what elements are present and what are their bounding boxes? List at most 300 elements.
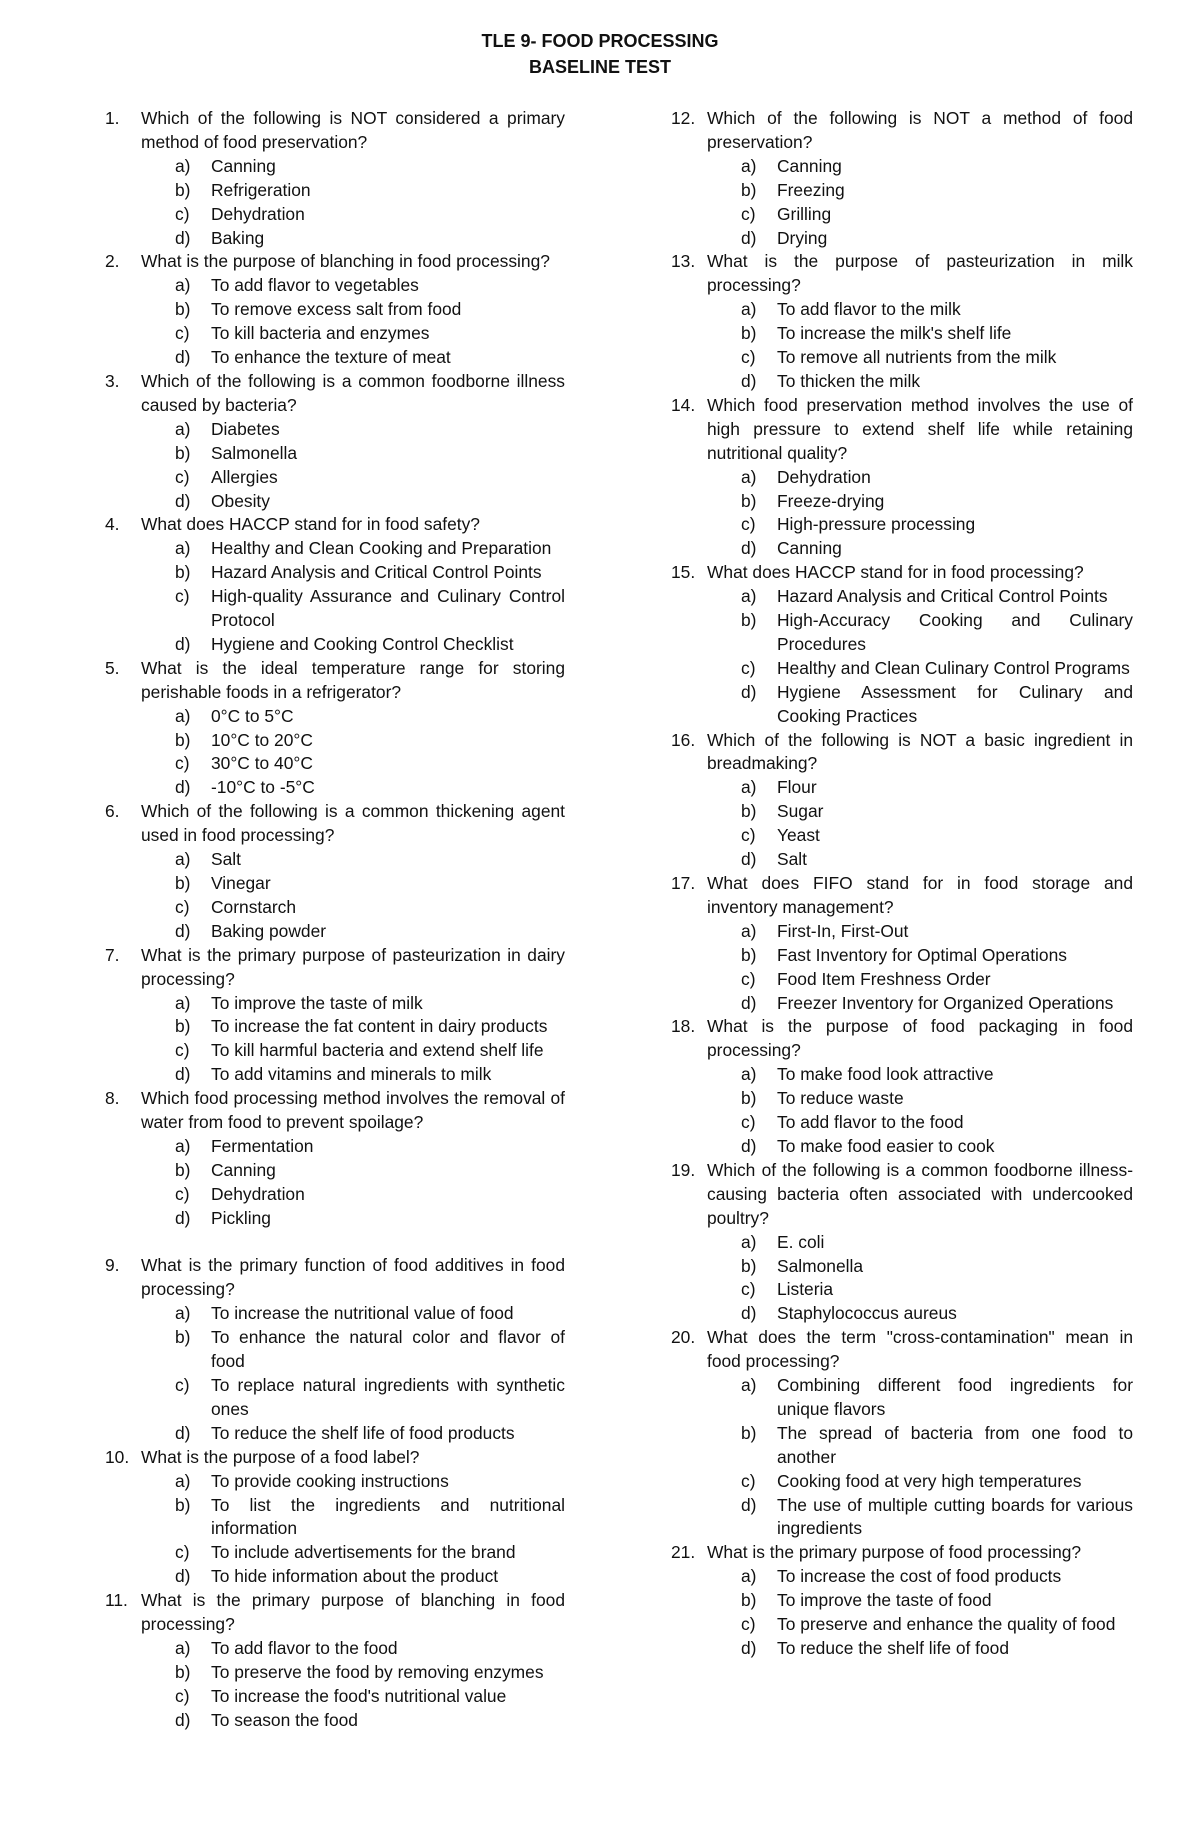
question-text: What does the term "cross-contamination" mean in food processing? (707, 1327, 1133, 1372)
option-list (671, 466, 1133, 562)
question-item (671, 729, 1133, 872)
answer-option (105, 872, 565, 896)
question-stem (671, 107, 1133, 155)
option-text: To replace natural ingredients with synthetic ones (211, 1375, 565, 1419)
answer-option (105, 1302, 565, 1326)
answer-option (105, 1063, 565, 1087)
option-letter: c) (175, 753, 190, 774)
question-text: What is the ideal temperature range for storing perishable foods in a refrigerator? (141, 657, 565, 702)
answer-option (105, 896, 565, 920)
option-letter: a) (741, 920, 757, 941)
question-item (671, 394, 1133, 561)
question-text: Which of the following is NOT a basic ingredient in breadmaking? (707, 729, 1133, 774)
option-text: Vinegar (211, 873, 271, 893)
option-letter: d) (175, 490, 191, 511)
question-stem (105, 250, 565, 274)
option-text: Dehydration (777, 466, 871, 487)
answer-option (105, 1637, 565, 1661)
option-text: To add flavor to the food (211, 1637, 398, 1658)
option-list (671, 1231, 1133, 1327)
answer-option (105, 418, 565, 442)
option-text: Flour (777, 777, 817, 798)
option-list (105, 274, 565, 370)
option-text: To reduce the shelf life of food products (211, 1422, 515, 1443)
option-letter: c) (741, 1614, 756, 1635)
question-number: 18. (671, 1016, 696, 1037)
option-text: Hazard Analysis and Critical Control Points (211, 562, 542, 583)
answer-option (671, 155, 1133, 179)
option-text: To list the ingredients and nutritional information (211, 1494, 565, 1539)
option-letter: a) (175, 1303, 191, 1324)
option-text: E. coli (777, 1231, 825, 1252)
question-number: 6. (105, 801, 120, 822)
option-letter: b) (175, 1327, 191, 1348)
question-stem (105, 513, 565, 537)
option-letter: c) (175, 323, 190, 344)
option-letter: d) (175, 1709, 191, 1730)
option-letter: b) (741, 610, 757, 631)
option-letter: b) (741, 1590, 757, 1611)
question-number: 2. (105, 251, 120, 272)
option-text: To reduce waste (777, 1088, 904, 1109)
option-text: To improve the taste of milk (211, 992, 423, 1013)
option-list (671, 585, 1133, 728)
option-text: To preserve and enhance the quality of food (777, 1614, 1116, 1635)
right-column (671, 107, 1133, 1661)
answer-option (671, 490, 1133, 514)
option-text: To increase the milk's shelf life (777, 323, 1012, 344)
question-text: Which of the following is a common foodborne illness-causing bacteria often associated with undercooked poultry? (707, 1159, 1133, 1228)
option-letter: c) (175, 1375, 190, 1396)
question-number: 13. (671, 251, 696, 272)
option-text: Obesity (211, 490, 270, 511)
question-number: 10. (105, 1446, 130, 1467)
option-text: Listeria (777, 1279, 834, 1300)
answer-option (671, 920, 1133, 944)
option-text: Canning (211, 1159, 276, 1180)
option-letter: d) (741, 538, 757, 559)
option-letter: b) (741, 1422, 757, 1443)
option-list (671, 1063, 1133, 1159)
answer-option (105, 490, 565, 514)
option-letter: b) (741, 490, 757, 511)
option-text: Refrigeration (211, 179, 311, 200)
answer-option (671, 537, 1133, 561)
answer-option (671, 466, 1133, 490)
answer-option (671, 776, 1133, 800)
option-letter: d) (175, 1566, 191, 1587)
option-letter: d) (741, 227, 757, 248)
question-item (105, 250, 565, 370)
question-number: 17. (671, 873, 696, 893)
option-text: Hygiene Assessment for Culinary and Cooking Practices (777, 681, 1133, 726)
option-text: The use of multiple cutting boards for various ingredients (777, 1494, 1133, 1539)
option-text: Salmonella (211, 442, 298, 463)
option-text: To add flavor to vegetables (211, 275, 419, 296)
question-stem (105, 107, 565, 155)
option-text: Healthy and Clean Culinary Control Programs (777, 657, 1130, 678)
option-letter: c) (741, 825, 756, 846)
option-letter: b) (741, 179, 757, 200)
answer-option (671, 1422, 1133, 1470)
answer-option (671, 1063, 1133, 1087)
answer-option (105, 1159, 565, 1183)
option-letter: d) (741, 849, 757, 870)
question-text: Which of the following is a common thickening agent used in food processing? (141, 801, 565, 846)
question-text: What is the purpose of pasteurization in milk processing? (707, 251, 1133, 296)
answer-option (105, 1685, 565, 1709)
option-letter: b) (741, 944, 757, 965)
option-text: Sugar (777, 801, 824, 822)
option-text: First-In, First-Out (777, 920, 909, 941)
question-item (671, 1326, 1133, 1541)
answer-option (671, 322, 1133, 346)
answer-option (671, 585, 1133, 609)
option-text: Salmonella (777, 1255, 864, 1276)
option-letter: a) (175, 1135, 191, 1156)
option-text: To improve the taste of food (777, 1590, 992, 1611)
option-letter: c) (175, 203, 190, 224)
option-text: To kill harmful bacteria and extend shelf life (211, 1040, 544, 1061)
page-title: TLE 9- FOOD PROCESSING (481, 31, 719, 51)
option-text: To kill bacteria and enzymes (211, 323, 430, 344)
option-text: Staphylococcus aureus (777, 1303, 957, 1324)
option-text: To enhance the natural color and flavor of food (211, 1327, 565, 1372)
question-text: Which food preservation method involves the use of high pressure to extend shelf life while retaining nutritional quality? (707, 394, 1133, 463)
option-letter: a) (175, 418, 191, 439)
question-item (671, 1159, 1133, 1326)
question-stem (671, 1015, 1133, 1063)
question-text: What does HACCP stand for in food processing? (707, 562, 1084, 583)
option-text: To include advertisements for the brand (211, 1542, 516, 1563)
option-letter: d) (175, 1064, 191, 1085)
option-letter: b) (175, 442, 191, 463)
question-number: 16. (671, 729, 696, 750)
answer-option (105, 203, 565, 227)
option-text: -10°C to -5°C (211, 777, 315, 798)
option-list (105, 155, 565, 251)
question-number: 15. (671, 562, 696, 583)
answer-option (105, 227, 565, 251)
option-letter: b) (741, 1255, 757, 1276)
option-list (671, 920, 1133, 1016)
question-text: What does HACCP stand for in food safety? (141, 514, 480, 535)
option-letter: b) (175, 299, 191, 320)
option-text: Canning (777, 155, 842, 176)
option-letter: d) (741, 681, 757, 702)
question-number: 19. (671, 1159, 696, 1180)
question-stem (671, 729, 1133, 777)
question-stem (105, 657, 565, 705)
option-text: To increase the food's nutritional value (211, 1685, 507, 1706)
question-number: 8. (105, 1088, 120, 1109)
option-text: To increase the cost of food products (777, 1566, 1062, 1587)
answer-option (105, 1374, 565, 1422)
option-letter: b) (175, 1661, 191, 1682)
answer-option (671, 944, 1133, 968)
question-stem (105, 1087, 565, 1135)
option-letter: b) (175, 1494, 191, 1515)
question-stem (671, 872, 1133, 920)
question-item (105, 1589, 565, 1732)
option-text: Pickling (211, 1207, 271, 1228)
option-letter: c) (741, 1112, 756, 1133)
answer-option (105, 346, 565, 370)
left-column (105, 107, 565, 1733)
option-list (105, 992, 565, 1088)
option-text: Healthy and Clean Cooking and Preparation (211, 538, 552, 559)
answer-option (671, 1255, 1133, 1279)
option-letter: b) (175, 873, 191, 893)
option-text: Salt (777, 849, 807, 870)
question-text: Which of the following is a common foodborne illness caused by bacteria? (141, 370, 565, 415)
option-text: To season the food (211, 1709, 358, 1730)
answer-option (105, 992, 565, 1016)
option-letter: b) (175, 1016, 191, 1037)
option-letter: a) (741, 1566, 757, 1587)
answer-option (105, 1015, 565, 1039)
answer-option (671, 1565, 1133, 1589)
answer-option (671, 1374, 1133, 1422)
answer-option (105, 1494, 565, 1542)
question-item (671, 1541, 1133, 1661)
answer-option (105, 466, 565, 490)
option-letter: a) (741, 155, 757, 176)
question-stem (671, 1159, 1133, 1231)
answer-option (105, 1661, 565, 1685)
option-list (671, 1565, 1133, 1661)
option-text: Cornstarch (211, 896, 297, 917)
option-letter: a) (741, 586, 757, 607)
question-text: What does FIFO stand for in food storage and inventory management? (707, 873, 1133, 917)
option-text: To add flavor to the milk (777, 299, 961, 320)
answer-option (105, 1183, 565, 1207)
answer-option (105, 1709, 565, 1733)
option-letter: c) (741, 514, 756, 535)
option-letter: c) (175, 586, 190, 607)
answer-option (105, 1207, 565, 1231)
option-text: To add vitamins and minerals to milk (211, 1064, 492, 1085)
question-number: 12. (671, 108, 696, 128)
option-text: To increase the nutritional value of food (211, 1303, 514, 1324)
option-list (105, 705, 565, 801)
option-text: Fermentation (211, 1135, 314, 1156)
option-letter: b) (175, 729, 191, 750)
answer-option (671, 1589, 1133, 1613)
question-text: What is the primary purpose of blanching in food processing? (141, 1590, 565, 1635)
option-text: 10°C to 20°C (211, 729, 313, 750)
option-letter: a) (741, 1231, 757, 1252)
question-item (105, 657, 565, 800)
option-letter: a) (175, 538, 191, 559)
option-text: To reduce the shelf life of food (777, 1638, 1010, 1658)
option-list (671, 1374, 1133, 1541)
answer-option (671, 1135, 1133, 1159)
answer-option (105, 1541, 565, 1565)
answer-option (671, 1278, 1133, 1302)
answer-option (105, 1565, 565, 1589)
option-letter: c) (175, 896, 190, 917)
option-letter: c) (175, 466, 190, 487)
option-letter: b) (175, 562, 191, 583)
option-text: Fast Inventory for Optimal Operations (777, 944, 1067, 965)
question-number: 20. (671, 1327, 696, 1348)
option-list (105, 537, 565, 657)
question-text: What is the primary purpose of pasteurization in dairy processing? (141, 944, 565, 989)
question-stem (105, 800, 565, 848)
option-letter: c) (741, 968, 756, 989)
option-text: Salt (211, 849, 241, 870)
option-list (105, 1302, 565, 1445)
option-text: Freeze-drying (777, 490, 885, 511)
question-item (105, 1087, 565, 1230)
option-letter: c) (741, 657, 756, 678)
option-letter: d) (175, 633, 191, 654)
option-letter: a) (175, 705, 191, 726)
spacer (105, 1231, 565, 1255)
question-stem (105, 944, 565, 992)
option-text: Baking powder (211, 920, 327, 941)
option-letter: d) (741, 1494, 757, 1515)
answer-option (671, 1302, 1133, 1326)
answer-option (671, 513, 1133, 537)
answer-option (105, 1326, 565, 1374)
option-text: To make food look attractive (777, 1064, 994, 1085)
question-stem (671, 1541, 1133, 1565)
question-number: 4. (105, 514, 120, 535)
question-stem (105, 1589, 565, 1637)
question-text: Which food processing method involves the removal of water from food to prevent spoilage? (141, 1088, 565, 1133)
option-text: 0°C to 5°C (211, 705, 294, 726)
option-letter: c) (741, 1470, 756, 1491)
answer-option (105, 1135, 565, 1159)
option-text: Diabetes (211, 418, 280, 439)
option-list (671, 155, 1133, 251)
question-text: What is the purpose of a food label? (141, 1446, 420, 1467)
option-text: Canning (777, 538, 842, 559)
question-stem (105, 370, 565, 418)
option-text: Food Item Freshness Order (777, 968, 991, 989)
option-letter: d) (741, 1638, 757, 1658)
question-item (105, 513, 565, 656)
question-stem (105, 1254, 565, 1302)
question-stem (671, 561, 1133, 585)
page-header (0, 28, 1200, 80)
answer-option (105, 561, 565, 585)
answer-option (105, 322, 565, 346)
question-text: Which of the following is NOT a method of food preservation? (707, 108, 1133, 152)
option-text: To remove excess salt from food (211, 299, 462, 320)
option-letter: a) (175, 1637, 191, 1658)
option-text: Hygiene and Cooking Control Checklist (211, 633, 514, 654)
answer-option (671, 824, 1133, 848)
option-letter: c) (175, 1685, 190, 1706)
option-list (105, 1637, 565, 1733)
question-stem (671, 250, 1133, 298)
question-number: 3. (105, 370, 120, 391)
question-text: What is the primary function of food additives in food processing? (141, 1255, 565, 1300)
option-text: Canning (211, 155, 276, 176)
question-text: Which of the following is NOT considered a primary method of food preservation? (141, 108, 565, 152)
answer-option (105, 729, 565, 753)
answer-option (671, 1111, 1133, 1135)
question-item (671, 561, 1133, 728)
question-item (105, 944, 565, 1087)
answer-option (105, 633, 565, 657)
question-item (671, 1015, 1133, 1158)
answer-option (671, 179, 1133, 203)
page-subtitle: BASELINE TEST (528, 57, 671, 77)
option-text: To increase the fat content in dairy products (211, 1016, 548, 1037)
option-text: Combining different food ingredients for unique flavors (777, 1375, 1133, 1419)
answer-option (105, 179, 565, 203)
option-letter: c) (741, 347, 756, 368)
answer-option (671, 681, 1133, 729)
option-letter: c) (175, 1542, 190, 1563)
option-text: To make food easier to cook (777, 1135, 995, 1156)
answer-option (105, 848, 565, 872)
question-number: 1. (105, 108, 120, 128)
question-item (671, 107, 1133, 250)
option-list (105, 848, 565, 944)
answer-option (671, 992, 1133, 1016)
option-text: To preserve the food by removing enzymes (211, 1661, 544, 1682)
option-letter: b) (175, 179, 191, 200)
option-text: To enhance the texture of meat (211, 347, 451, 368)
option-text: Grilling (777, 203, 832, 224)
option-letter: b) (175, 1159, 191, 1180)
option-letter: b) (741, 323, 757, 344)
option-letter: a) (741, 466, 757, 487)
option-text: The spread of bacteria from one food to another (777, 1422, 1133, 1467)
option-text: Baking (211, 227, 265, 248)
option-text: Drying (777, 227, 828, 248)
option-list (105, 418, 565, 514)
answer-option (671, 657, 1133, 681)
option-text: High-Accuracy Cooking and Culinary Procedures (777, 610, 1133, 654)
question-number: 9. (105, 1255, 120, 1276)
answer-option (105, 752, 565, 776)
option-letter: a) (175, 992, 191, 1013)
option-text: To thicken the milk (777, 370, 921, 391)
option-text: High-pressure processing (777, 514, 976, 535)
option-letter: d) (175, 227, 191, 248)
answer-option (671, 227, 1133, 251)
answer-option (671, 1613, 1133, 1637)
question-number: 21. (671, 1542, 696, 1563)
option-letter: d) (741, 370, 757, 391)
option-text: Yeast (777, 825, 820, 846)
answer-option (105, 1039, 565, 1063)
option-letter: d) (175, 1422, 191, 1443)
answer-option (105, 274, 565, 298)
option-text: Dehydration (211, 1183, 305, 1204)
option-letter: a) (741, 1064, 757, 1085)
question-text: What is the purpose of blanching in food processing? (141, 251, 550, 272)
answer-option (671, 203, 1133, 227)
answer-option (671, 346, 1133, 370)
question-number: 7. (105, 944, 120, 965)
option-text: 30°C to 40°C (211, 753, 313, 774)
answer-option (671, 1231, 1133, 1255)
option-list (105, 1135, 565, 1231)
option-letter: a) (175, 275, 191, 296)
answer-option (105, 705, 565, 729)
question-text: What is the purpose of food packaging in food processing? (707, 1016, 1133, 1061)
question-number: 5. (105, 657, 120, 678)
option-letter: d) (741, 1303, 757, 1324)
option-letter: a) (741, 1375, 757, 1396)
